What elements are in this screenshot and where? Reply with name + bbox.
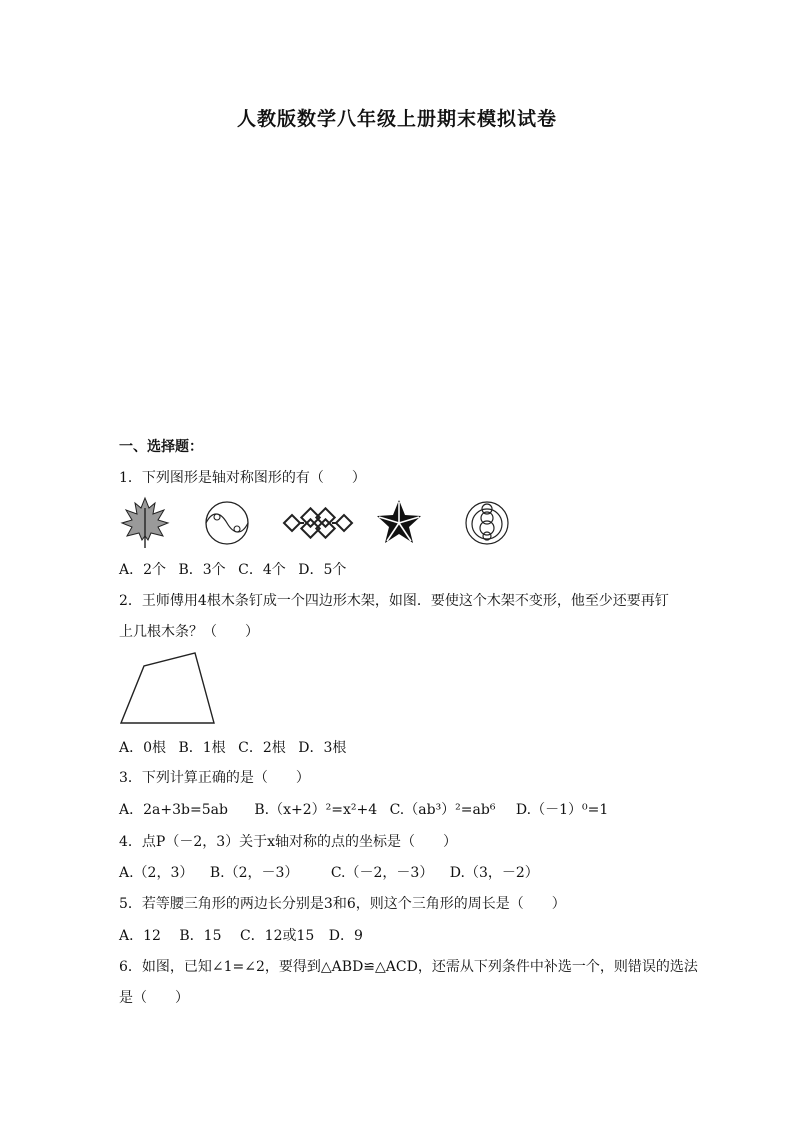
question-5-stem: 5．若等腰三角形的两边长分别是3和6，则这个三角形的周长是（ ）: [119, 896, 566, 912]
option-a[interactable]: A．2a+3b=5ab: [119, 802, 228, 818]
option-a[interactable]: A．12: [119, 928, 161, 944]
quadrilateral-frame-figure: [118, 651, 218, 727]
yin-yang-icon: [202, 496, 252, 550]
option-d[interactable]: D．3根: [298, 740, 347, 756]
pentagon-star-icon: [374, 496, 424, 550]
nested-circles-icon: [462, 496, 512, 550]
option-d[interactable]: D.（3，－2）: [449, 865, 539, 881]
question-6-stem-line1: 6．如图，已知∠1=∠2，要得到△ABD≌△ACD，还需从下列条件中补选一个，则错误的选法: [119, 959, 698, 975]
option-b[interactable]: B．3个: [178, 562, 226, 578]
option-a[interactable]: A.（2，3）: [119, 865, 194, 881]
option-d[interactable]: D．5个: [298, 562, 347, 578]
question-4-options: [119, 864, 539, 882]
question-5-options: [119, 927, 363, 945]
option-c[interactable]: C．2根: [238, 740, 286, 756]
maple-leaf-icon: [120, 496, 170, 550]
option-c[interactable]: C．4个: [238, 562, 286, 578]
option-b[interactable]: B.（2，－3）: [209, 865, 299, 881]
option-b[interactable]: B.（x+2）²=x²+4: [254, 802, 378, 818]
option-a[interactable]: A．0根: [119, 740, 167, 756]
option-c[interactable]: C.（ab³）²=ab⁶: [389, 802, 496, 818]
question-3-stem: 3．下列计算正确的是（ ）: [119, 770, 310, 786]
option-a[interactable]: A．2个: [119, 562, 167, 578]
section-heading: 一、选择题：: [119, 439, 203, 455]
option-d[interactable]: D．9: [328, 928, 363, 944]
knot-pattern-icon: [280, 496, 356, 550]
question-1-figures: [118, 496, 518, 550]
question-3-options: [119, 801, 608, 819]
page-title: 人教版数学八年级上册期末模拟试卷: [236, 108, 557, 130]
question-1-options: [119, 561, 346, 579]
question-2-stem-line2: 上几根木条？（ ）: [119, 624, 259, 640]
question-1-stem: 1．下列图形是轴对称图形的有（ ）: [119, 470, 366, 486]
question-2-stem-line1: 2．王师傅用4根木条钉成一个四边形木架，如图．要使这个木架不变形，他至少还要再钉: [119, 593, 669, 609]
question-4-stem: 4．点P（－2，3）关于x轴对称的点的坐标是（ ）: [119, 834, 458, 850]
option-d[interactable]: D.（－1）⁰=1: [515, 802, 609, 818]
option-b[interactable]: B．15: [179, 928, 222, 944]
option-b[interactable]: B．1根: [178, 740, 226, 756]
question-6-stem-line2: 是（ ）: [119, 990, 189, 1006]
question-2-options: [119, 739, 346, 757]
option-c[interactable]: C.（－2，－3）: [330, 865, 434, 881]
option-c[interactable]: C．12或15: [239, 928, 315, 944]
